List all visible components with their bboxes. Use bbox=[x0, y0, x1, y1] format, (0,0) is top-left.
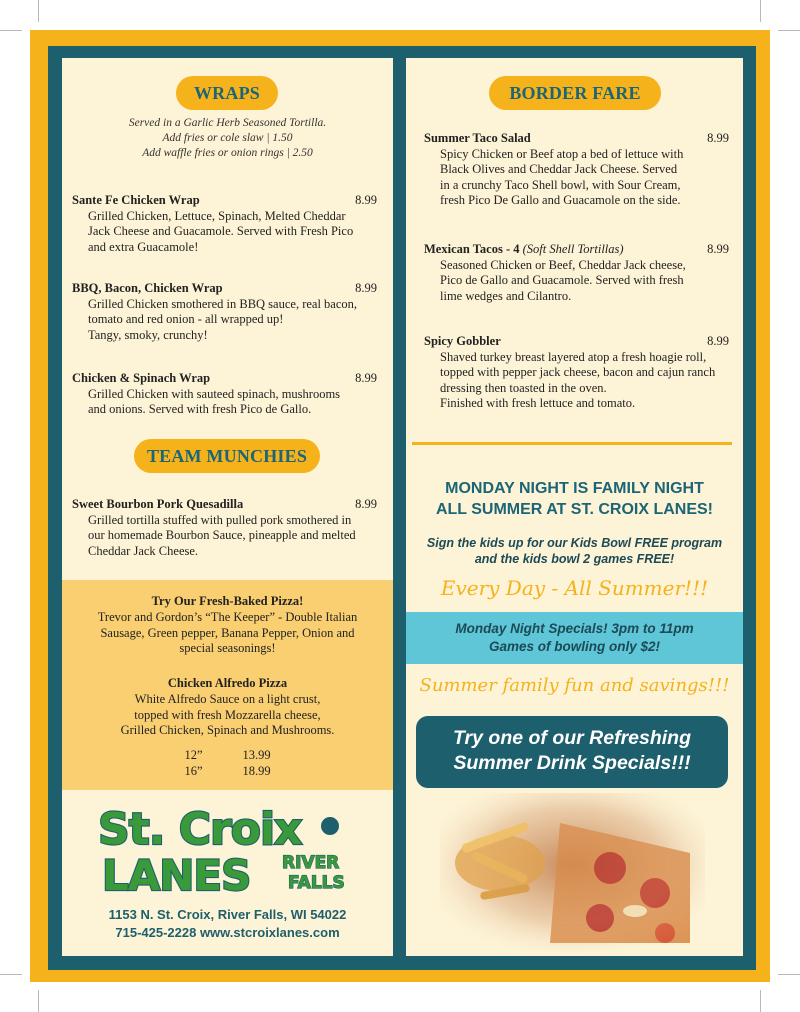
item-name: Summer Taco Salad bbox=[424, 131, 531, 145]
menu-item-taco-salad bbox=[424, 131, 729, 209]
item-price: 8.99 bbox=[355, 497, 377, 511]
crop-mark bbox=[0, 974, 22, 975]
summer-fun-tagline: Summer family fun and savings!!! bbox=[419, 675, 730, 696]
crop-mark bbox=[778, 30, 800, 31]
item-name: Spicy Gobbler bbox=[424, 334, 501, 348]
menu-item-bbq-bacon-wrap bbox=[72, 281, 377, 343]
kids-bowl-text: Sign the kids up for our Kids Bowl FREE program and the kids bowl 2 games FREE! bbox=[426, 536, 723, 566]
item-description: Seasoned Chicken or Beef, Cheddar Jack cheese, Pico de Gallo and Guacamole. Served with fresh lime wedges and Cilantro. bbox=[440, 257, 686, 303]
every-day-tagline: Every Day - All Summer!!! bbox=[440, 576, 709, 600]
crop-mark bbox=[760, 0, 761, 22]
wraps-heading: WRAPS bbox=[176, 76, 278, 110]
item-price: 8.99 bbox=[707, 242, 729, 256]
crop-mark bbox=[760, 990, 761, 1012]
pizza-section bbox=[62, 580, 393, 790]
pizza-title: Try Our Fresh-Baked Pizza! bbox=[151, 594, 304, 608]
crop-mark bbox=[0, 30, 22, 31]
pizza-sizes: 12” 13.99 16” 18.99 bbox=[184, 748, 271, 778]
item-name: Sweet Bourbon Pork Quesadilla bbox=[72, 497, 244, 511]
logo-river: RIVER bbox=[282, 853, 340, 873]
monday-specials-banner: Monday Night Specials! 3pm to 11pm Games of bowling only $2! bbox=[406, 612, 743, 664]
keeper-description: Trevor and Gordon’s “The Keeper” - Double Italian Sausage, Green pepper, Banana Pepper, Onion and special seasonings! bbox=[97, 610, 358, 655]
menu-item-mexican-tacos bbox=[424, 242, 729, 304]
logo-line2: LANES bbox=[102, 851, 251, 898]
item-description: Grilled Chicken, Lettuce, Spinach, Melted Cheddar Jack Cheese and Guacamole. Served with Fresh Pico and extra Guacamole! bbox=[88, 208, 354, 254]
item-price: 8.99 bbox=[707, 131, 729, 145]
item-price: 8.99 bbox=[355, 193, 377, 207]
team-munchies-heading: TEAM MUNCHIES bbox=[134, 439, 320, 473]
border-fare-heading: BORDER FARE bbox=[489, 76, 661, 110]
item-price: 8.99 bbox=[355, 281, 377, 295]
menu-item-bourbon-quesadilla bbox=[72, 497, 377, 559]
wraps-note: Served in a Garlic Herb Seasoned Tortilla. Add fries or cole slaw | 1.50 Add waffle fries or onion rings | 2.50 bbox=[128, 117, 327, 159]
st-croix-lanes-logo bbox=[92, 798, 362, 898]
divider bbox=[412, 442, 732, 445]
item-price: 8.99 bbox=[355, 371, 377, 385]
phone-and-website[interactable]: 715-425-2228 www.stcroixlanes.com bbox=[115, 925, 340, 940]
item-description: Grilled Chicken smothered in BBQ sauce, real bacon, tomato and red onion - all wrapped up! Tangy, smoky, crunchy! bbox=[88, 296, 358, 342]
alfredo-title: Chicken Alfredo Pizza bbox=[167, 676, 288, 690]
logo-falls: FALLS bbox=[288, 873, 345, 893]
item-description: Grilled tortilla stuffed with pulled pork smothered in our homemade Bourbon Sauce, pineapple and melted Cheddar Jack Cheese. bbox=[88, 512, 356, 558]
item-name: Mexican Tacos - 4 (Soft Shell Tortillas) bbox=[424, 242, 624, 256]
menu-item-chicken-spinach-wrap bbox=[72, 371, 377, 418]
item-price: 8.99 bbox=[707, 334, 729, 348]
address-block bbox=[62, 906, 393, 942]
item-name: Sante Fe Chicken Wrap bbox=[72, 193, 200, 207]
item-name: BBQ, Bacon, Chicken Wrap bbox=[72, 281, 223, 295]
menu-item-spicy-gobbler bbox=[424, 334, 729, 412]
item-description: Spicy Chicken or Beef atop a bed of lettuce with Black Olives and Cheddar Jack Cheese. Served in a crunchy Taco Shell bowl, with Sour Cream, fresh Pico De Gallo and Guacamole on the side. bbox=[440, 146, 684, 207]
crop-mark bbox=[38, 0, 39, 22]
family-night-headline: MONDAY NIGHT IS FAMILY NIGHT ALL SUMMER AT ST. CROIX LANES! bbox=[435, 480, 714, 518]
menu-item-sante-fe-wrap bbox=[72, 193, 377, 255]
alfredo-description: White Alfredo Sauce on a light crust, topped with fresh Mozzarella cheese, Grilled Chicken, Spinach and Mushrooms. bbox=[120, 692, 335, 737]
logo-line1: St. Croix bbox=[98, 804, 302, 855]
crop-mark bbox=[778, 974, 800, 975]
item-name: Chicken & Spinach Wrap bbox=[72, 371, 211, 385]
crop-mark bbox=[38, 990, 39, 1012]
item-description: Grilled Chicken with sauteed spinach, mushrooms and onions. Served with fresh Pico de Gallo. bbox=[88, 386, 341, 416]
item-description: Shaved turkey breast layered atop a fresh hoagie roll, topped with pepper jack cheese, bacon and cajun ranch dressing then toasted in the oven. Finished with fresh lettuce and tomato. bbox=[440, 349, 716, 410]
bowling-ball-icon bbox=[321, 817, 339, 835]
drink-specials-banner: Try one of our Refreshing Summer Drink Specials!!! bbox=[416, 716, 728, 788]
street-address: 1153 N. St. Croix, River Falls, WI 54022 bbox=[108, 907, 347, 922]
food-photo bbox=[440, 793, 705, 953]
